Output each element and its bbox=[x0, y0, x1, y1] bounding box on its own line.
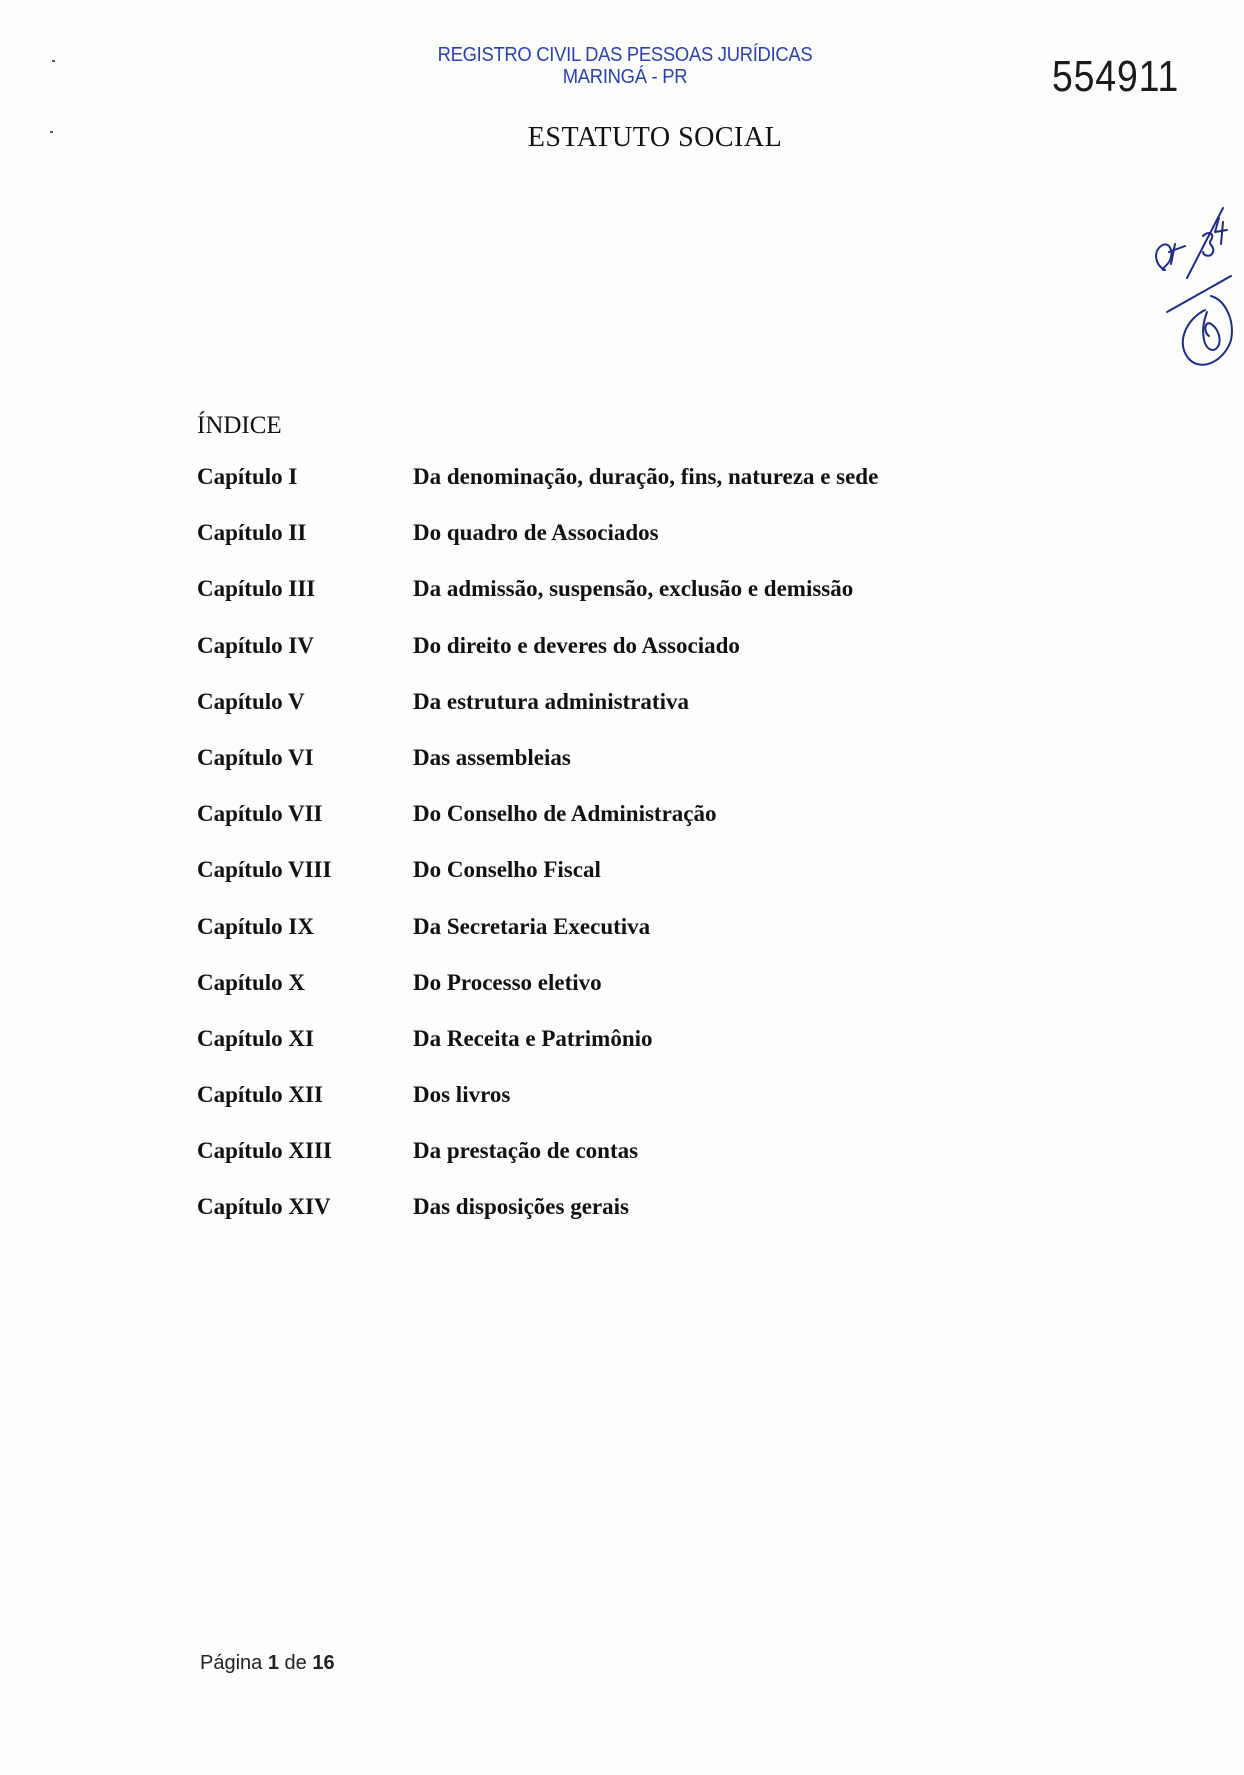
toc-entry bbox=[197, 914, 997, 970]
toc-entry bbox=[197, 1026, 997, 1082]
toc-title: Da admissão, suspensão, exclusão e demissão bbox=[413, 576, 854, 602]
toc-title: Das disposições gerais bbox=[413, 1194, 629, 1220]
toc-entry bbox=[197, 689, 997, 745]
toc-chapter: Capítulo I bbox=[197, 464, 298, 489]
registry-stamp-line2: MARINGÁ - PR bbox=[562, 66, 688, 88]
toc-entry bbox=[197, 857, 997, 913]
toc-title: Do Processo eletivo bbox=[413, 969, 602, 995]
toc-chapter: Capítulo II bbox=[197, 520, 307, 546]
registry-stamp bbox=[400, 44, 850, 88]
page-label: Página bbox=[200, 1652, 263, 1674]
toc-entry bbox=[197, 1082, 997, 1138]
toc-title: Do direito e deveres do Associado bbox=[413, 632, 740, 658]
of-label: de bbox=[284, 1652, 307, 1674]
toc-title: Da denominação, duração, fins, natureza e sede bbox=[413, 464, 879, 489]
toc-title: Do Conselho de Administração bbox=[413, 801, 717, 827]
page-number: 1 bbox=[267, 1652, 279, 1674]
index-heading: ÍNDICE bbox=[197, 412, 282, 439]
page-footer bbox=[200, 1652, 335, 1675]
toc-chapter: Capítulo XIV bbox=[197, 1194, 331, 1220]
toc-chapter: Capítulo V bbox=[197, 688, 305, 714]
toc-entry bbox=[197, 520, 997, 576]
toc-entry bbox=[197, 1138, 997, 1194]
toc-title: Da Receita e Patrimônio bbox=[413, 1025, 653, 1051]
toc-entry bbox=[197, 801, 997, 857]
toc-title: Das assembleias bbox=[413, 744, 571, 770]
document-title: ESTATUTO SOCIAL bbox=[527, 122, 783, 153]
toc-entry bbox=[197, 1194, 997, 1250]
toc-entry bbox=[197, 464, 997, 520]
registry-stamp-line1: REGISTRO CIVIL DAS PESSOAS JURÍDICAS bbox=[437, 44, 813, 66]
toc-title: Da Secretaria Executiva bbox=[413, 913, 651, 939]
toc-chapter: Capítulo VII bbox=[197, 801, 323, 827]
toc-entry bbox=[197, 745, 997, 801]
table-of-contents bbox=[197, 464, 997, 1251]
total-pages: 16 bbox=[312, 1652, 335, 1674]
registration-number: 554911 bbox=[1052, 52, 1180, 101]
toc-chapter: Capítulo XI bbox=[197, 1025, 314, 1051]
toc-chapter: Capítulo III bbox=[197, 576, 316, 602]
toc-title: Da prestação de contas bbox=[413, 1138, 639, 1164]
toc-chapter: Capítulo XIII bbox=[197, 1138, 332, 1164]
toc-title: Do Conselho Fiscal bbox=[413, 857, 601, 883]
toc-title: Dos livros bbox=[413, 1082, 511, 1108]
toc-entry bbox=[197, 970, 997, 1026]
toc-entry bbox=[197, 633, 997, 689]
toc-chapter: Capítulo VI bbox=[197, 744, 314, 770]
toc-chapter: Capítulo VIII bbox=[197, 857, 332, 883]
toc-title: Da estrutura administrativa bbox=[413, 688, 689, 714]
toc-chapter: Capítulo XII bbox=[197, 1082, 323, 1108]
toc-chapter: Capítulo IX bbox=[197, 913, 314, 939]
toc-entry bbox=[197, 576, 997, 632]
toc-chapter: Capítulo IV bbox=[197, 632, 314, 658]
toc-chapter: Capítulo X bbox=[197, 969, 305, 995]
scan-mark bbox=[52, 60, 55, 62]
toc-title: Do quadro de Associados bbox=[413, 520, 659, 546]
handwritten-signature bbox=[1145, 200, 1240, 400]
